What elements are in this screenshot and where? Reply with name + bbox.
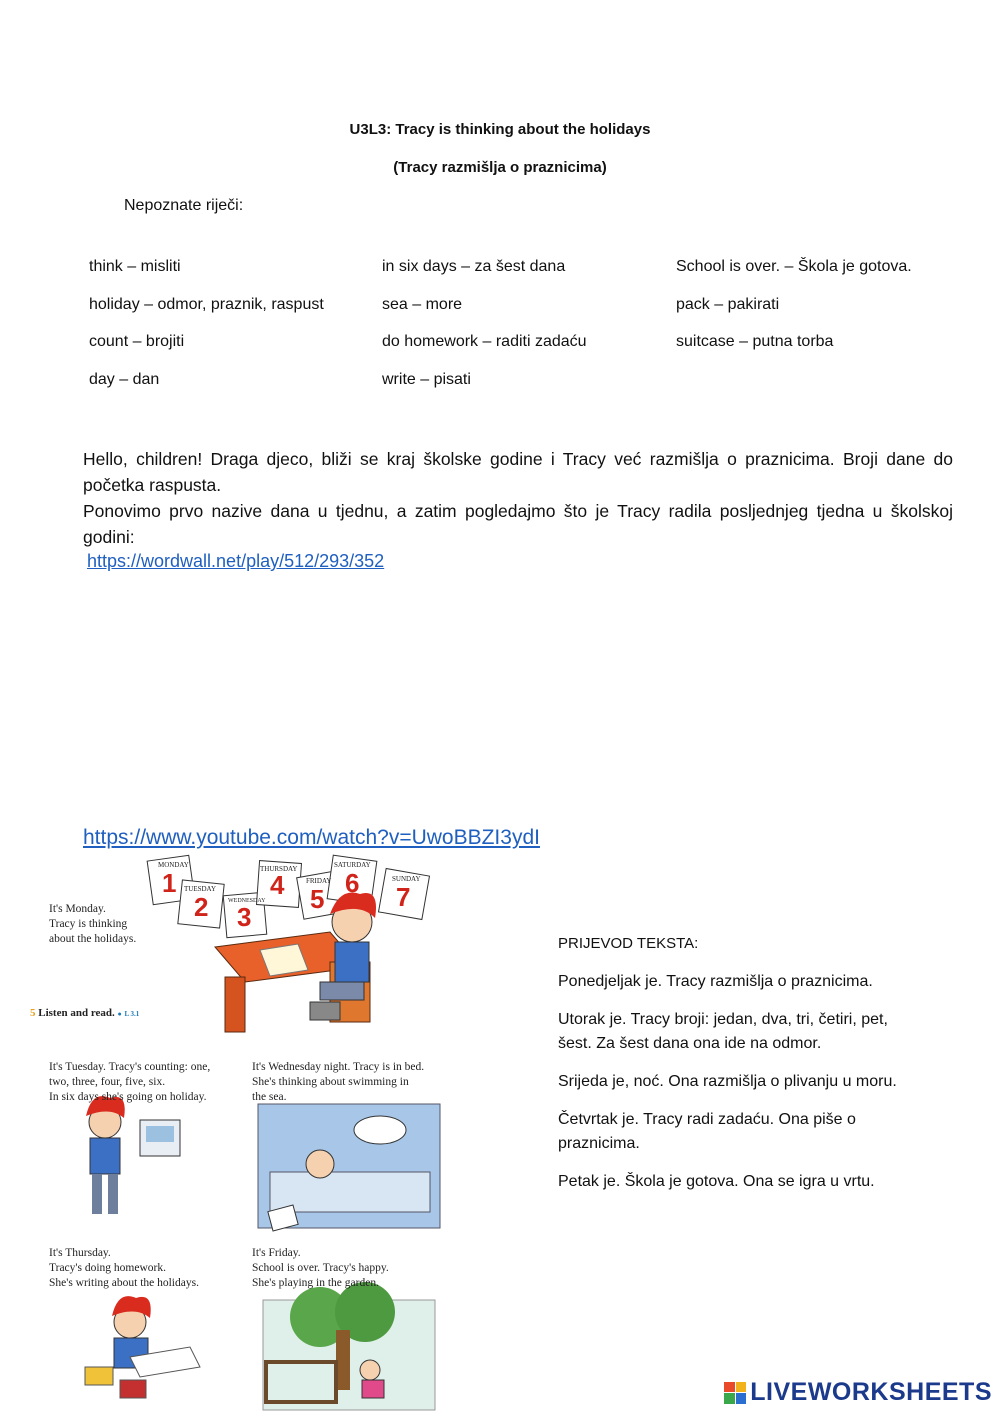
calendar-number: 5 <box>310 884 325 914</box>
youtube-link[interactable]: https://www.youtube.com/watch?v=UwoBBZI3ydI <box>83 826 540 849</box>
logo-icon <box>724 1382 746 1404</box>
page-title: U3L3: Tracy is thinking about the holidays <box>349 121 651 138</box>
translation-line: Četvrtak je. Tracy radi zadaću. Ona piše o praznicima. <box>558 1111 856 1152</box>
calendar-day-label: SUNDAY <box>392 875 421 883</box>
translation-section <box>558 932 898 1208</box>
friday-text: It's Friday. School is over. Tracy's happy. She's playing in the garden. <box>252 1247 389 1289</box>
calendar-day-label: TUESDAY <box>184 885 217 893</box>
exercise-label: 5 Listen and read. ● L 3.1 <box>30 1007 140 1019</box>
intro-paragraph-2: Ponovimo prvo nazive dana u tjednu, a zatim pogledajmo što je Tracy radila posljednjeg tjedna u školskoj godini: <box>83 501 953 547</box>
wednesday-image <box>258 1104 440 1231</box>
intro-paragraph-1: Hello, children! Draga djeco, bliži se kraj školske godine i Tracy već razmišlja o praznicima. Broji dane do početka raspusta. <box>83 449 953 495</box>
tuesday-image <box>86 1096 180 1214</box>
calendar-number: 2 <box>194 892 209 922</box>
translation-line: Ponedjeljak je. Tracy razmišlja o praznicima. <box>558 973 873 990</box>
tuesday-text: It's Tuesday. Tracy's counting: one, two, three, four, five, six. In six days she's going on holiday. <box>49 1061 211 1103</box>
translation-line: Petak je. Škola je gotova. Ona se igra u vrtu. <box>558 1173 875 1190</box>
wednesday-text: It's Wednesday night. Tracy is in bed. She's thinking about swimming in the sea. <box>252 1061 425 1103</box>
vocab-item: pack – pakirati <box>676 296 780 313</box>
calendar-number: 1 <box>162 868 177 898</box>
audio-icon[interactable]: ● <box>117 1010 122 1018</box>
vocab-item: do homework – raditi zadaću <box>382 333 587 350</box>
calendar-number: 6 <box>345 868 360 898</box>
calendar-day-label: WEDNESDAY <box>228 898 266 904</box>
vocab-item: in six days – za šest dana <box>382 258 566 275</box>
calendar-day-label: SATURDAY <box>334 861 371 869</box>
vocab-item: think – misliti <box>89 258 181 275</box>
translation-heading: PRIJEVOD TEKSTA: <box>558 935 699 952</box>
thursday-image <box>85 1296 200 1398</box>
thursday-text: It's Thursday. Tracy's doing homework. She's writing about the holidays. <box>49 1247 199 1289</box>
calendar-number: 3 <box>237 902 252 932</box>
vocab-item: holiday – odmor, praznik, raspust <box>89 296 324 313</box>
wordwall-link[interactable]: https://wordwall.net/play/512/293/352 <box>87 551 385 571</box>
vocab-item: School is over. – Škola je gotova. <box>676 258 912 275</box>
monday-text: It's Monday. Tracy is thinking about the holidays. <box>49 903 137 945</box>
liveworksheets-logo: LIVEWORKSHEETS <box>724 1378 992 1407</box>
calendar-number: 4 <box>270 870 285 900</box>
vocab-item: write – pisati <box>382 371 471 388</box>
vocab-item: suitcase – putna torba <box>676 333 834 350</box>
textbook-illustration <box>30 852 450 1412</box>
vocab-item: day – dan <box>89 371 160 388</box>
calendar-day-label: THURSDAY <box>260 865 298 873</box>
vocab-item: count – brojiti <box>89 333 185 350</box>
vocab-item: sea – more <box>382 296 463 313</box>
calendar-number: 7 <box>396 882 411 912</box>
translation-line: Utorak je. Tracy broji: jedan, dva, tri, četiri, pet, šest. Za šest dana ona ide na odmor. <box>558 1011 888 1052</box>
page-subtitle: (Tracy razmišlja o praznicima) <box>393 159 607 176</box>
unknown-words-label: Nepoznate riječi: <box>124 197 244 214</box>
calendar-day-label: MONDAY <box>158 861 189 869</box>
translation-line: Srijeda je, noć. Ona razmišlja o plivanju u moru. <box>558 1073 897 1090</box>
calendar-day-label: FRIDAY <box>306 877 332 885</box>
friday-image <box>263 1282 435 1410</box>
